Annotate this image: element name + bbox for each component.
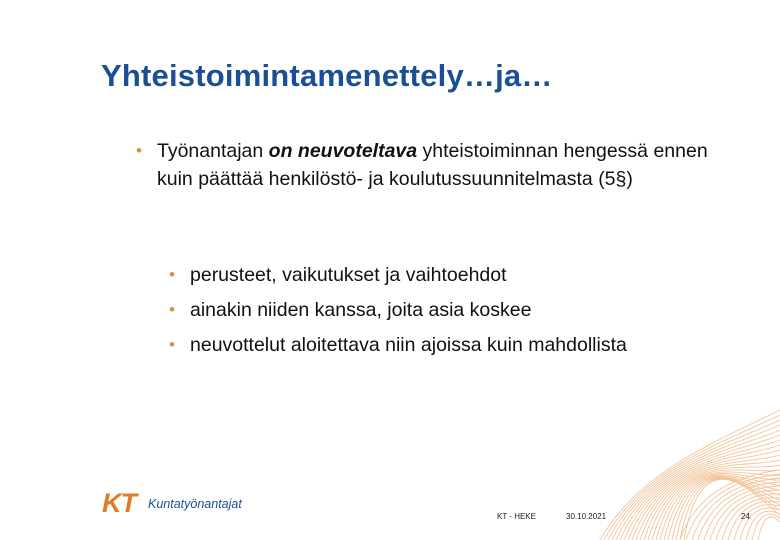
main-bullet-suffix: yhteistoiminnan hengessä ennen kuin päättää henkilöstö- ja koulutussuunnitelmasta (5§)	[157, 140, 708, 190]
bullet-marker: •	[169, 335, 175, 354]
footer-date: 30.10.2021	[566, 512, 607, 521]
bullet-marker: •	[136, 141, 142, 160]
sub-bullet	[169, 331, 750, 359]
main-bullet-emphasis: on neuvoteltava	[268, 140, 418, 162]
main-bullet	[136, 137, 717, 193]
sub-bullet	[169, 296, 750, 324]
logo-mark: KT	[102, 488, 136, 518]
bullet-marker: •	[169, 300, 175, 319]
slide-title: Yhteistoimintamenettely…ja…	[101, 58, 553, 93]
sub-bullet	[169, 261, 750, 289]
sub-bullet-text: ainakin niiden kanssa, joita asia koskee	[190, 299, 532, 321]
bullet-marker: •	[169, 265, 175, 284]
footer-page-number: 24	[741, 512, 750, 521]
sub-bullet-text: neuvottelut aloitettava niin ajoissa kuin mahdollista	[190, 334, 627, 356]
logo-name: Kuntatyönantajat	[148, 497, 242, 511]
sub-bullet-text: perusteet, vaikutukset ja vaihtoehdot	[190, 264, 507, 286]
footer-author: KT - HEKE	[497, 512, 536, 521]
main-bullet-prefix: Työnantajan	[157, 140, 269, 162]
